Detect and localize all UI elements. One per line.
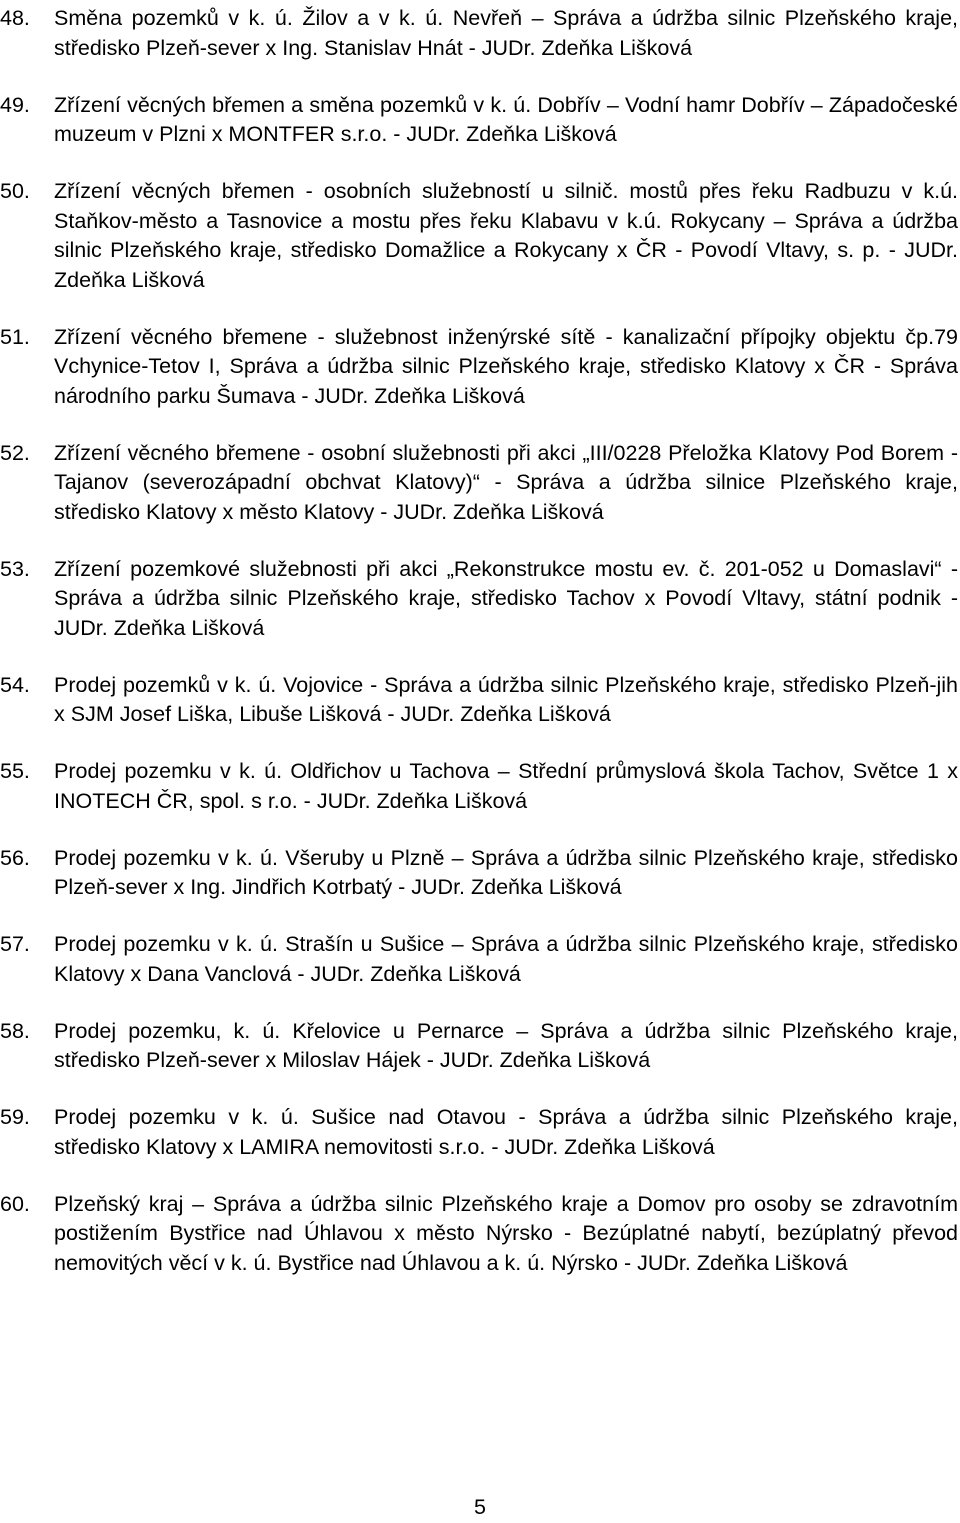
list-item [0, 930, 958, 989]
list-item [0, 1190, 958, 1279]
list-item [0, 439, 958, 528]
list-item [0, 555, 958, 644]
item-text: Směna pozemků v k. ú. Žilov a v k. ú. Nevřeň – Správa a údržba silnic Plzeňského kraje, středisko Plzeň-sever x Ing. Stanislav Hnát - JUDr. Zdeňka Lišková [54, 6, 958, 60]
item-text: Prodej pozemku, k. ú. Křelovice u Pernarce – Správa a údržba silnic Plzeňského kraje, středisko Plzeň-sever x Miloslav Hájek - JUDr. Zdeňka Lišková [54, 1018, 958, 1072]
list-item [0, 671, 958, 730]
list-item [0, 177, 958, 295]
item-number: 54. [0, 672, 30, 697]
item-text: Zřízení pozemkové služebnosti při akci „Rekonstrukce mostu ev. č. 201-052 u Domaslavi“ - Správa a údržba silnic Plzeňského kraje, středisko Tachov x Povodí Vltavy, státní podnik - JUDr. Zdeňka Lišková [54, 556, 958, 640]
item-number: 56. [0, 845, 30, 870]
item-number: 58. [0, 1018, 30, 1043]
item-number: 59. [0, 1105, 30, 1129]
item-number: 60. [0, 1191, 30, 1216]
item-number: 48. [0, 6, 30, 30]
item-number: 57. [0, 932, 30, 956]
page-number: 5 [474, 1495, 486, 1519]
list-item [0, 844, 958, 903]
item-number: 50. [0, 179, 30, 203]
item-text: Zřízení věcného břemene - služebnost inženýrské sítě - kanalizační přípojky objektu čp.79 Vchynice-Tetov I, Správa a údržba silnic Plzeňského kraje, středisko Klatovy x ČR - Správa národního parku Šumava - JUDr. Zdeňka Lišková [54, 324, 958, 408]
item-text: Prodej pozemku v k. ú. Oldřichov u Tachova – Střední průmyslová škola Tachov, Světce 1 x INOTECH ČR, spol. s r.o. - JUDr. Zdeňka Lišková [54, 759, 958, 813]
item-text: Prodej pozemků v k. ú. Vojovice - Správa a údržba silnic Plzeňského kraje, středisko Plzeň-jih x SJM Josef Liška, Libuše Lišková - JUDr. Zdeňka Lišková [54, 672, 958, 726]
item-text: Prodej pozemku v k. ú. Všeruby u Plzně – Správa a údržba silnic Plzeňského kraje, středisko Plzeň-sever x Ing. Jindřich Kotrbatý - JUDr. Zdeňka Lišková [54, 845, 958, 899]
list-item [0, 4, 958, 63]
list-item [0, 91, 958, 150]
item-number: 53. [0, 556, 30, 581]
list-item [0, 323, 958, 412]
item-text: Prodej pozemku v k. ú. Strašín u Sušice – Správa a údržba silnic Plzeňského kraje, středisko Klatovy x Dana Vanclová - JUDr. Zdeňka Lišková [54, 932, 958, 986]
item-text: Zřízení věcných břemen a směna pozemků v k. ú. Dobřív – Vodní hamr Dobřív – Západočeské muzeum v Plzni x MONTFER s.r.o. - JUDr. Zdeňka Lišková [54, 92, 958, 146]
item-number: 55. [0, 759, 30, 783]
item-number: 52. [0, 440, 30, 465]
item-number: 51. [0, 324, 30, 349]
list-item [0, 1103, 958, 1162]
list-item [0, 1017, 958, 1076]
agenda-list [0, 4, 958, 1306]
item-text: Plzeňský kraj – Správa a údržba silnic Plzeňského kraje a Domov pro osoby se zdravotním postižením Bystřice nad Úhlavou x město Nýrsko - Bezúplatné nabytí, bezúplatný převod nemovitých věcí v k. ú. Bystřice nad Úhlavou a k. ú. Nýrsko - JUDr. Zdeňka Lišková [54, 1191, 958, 1275]
item-text: Zřízení věcného břemene - osobní služebnosti při akci „III/0228 Přeložka Klatovy Pod Borem - Tajanov (severozápadní obchvat Klatovy)“ - Správa a údržba silnice Plzeňského kraje, středisko Klatovy x město Klatovy - JUDr. Zdeňka Lišková [54, 440, 958, 524]
item-text: Prodej pozemku v k. ú. Sušice nad Otavou - Správa a údržba silnic Plzeňského kraje, středisko Klatovy x LAMIRA nemovitosti s.r.o. - JUDr. Zdeňka Lišková [54, 1105, 958, 1159]
list-item [0, 757, 958, 816]
item-number: 49. [0, 92, 30, 117]
item-text: Zřízení věcných břemen - osobních služebností u silnič. mostů přes řeku Radbuzu v k.ú. Staňkov-město a Tasnovice a mostu přes řeku Klabavu v k.ú. Rokycany – Správa a údržba silnic Plzeňského kraje, středisko Domažlice a Rokycany x ČR - Povodí Vltavy, s. p. - JUDr. Zdeňka Lišková [54, 179, 958, 292]
